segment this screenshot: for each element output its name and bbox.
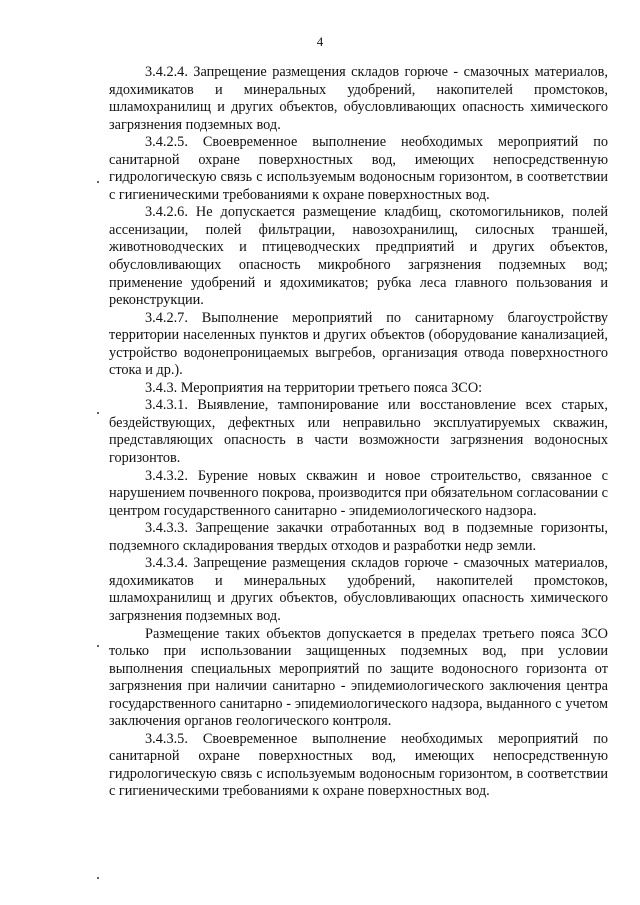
document-body [109,64,608,801]
paragraph-3-4-3-3: 3.4.3.3. Запрещение закачки отработанных вод в подземные горизонты, подземного складирования твердых отходов и разработки недр земли. [109,520,608,554]
paragraph-3-4-3-4: 3.4.3.4. Запрещение размещения складов горюче - смазочных материалов, ядохимикатов и минеральных удобрений, накопителей промстоков, шламохранилищ и других объектов, обусловливающих опасность химического загрязнения подземных вод. [109,555,608,624]
paragraph-3-4-2-4: 3.4.2.4. Запрещение размещения складов горюче - смазочных материалов, ядохимикатов и минеральных удобрений, накопителей промстоков, шламохранилищ и других объектов, обусловливающих опасность химического загрязнения подземных вод. [109,64,608,133]
paragraph-placement-note: Размещение таких объектов допускается в пределах третьего пояса ЗСО только при использовании защищенных подземных вод, при условии выполнения специальных мероприятий по защите водоносного горизонта от загрязнения при наличии санитарно - эпидемиологического заключения центра государственного санитарно - эпидемиологического надзора, выданного с учетом заключения органов геологического контроля. [109,625,608,730]
scan-speck [97,412,99,414]
scan-speck [97,645,99,647]
scan-speck [97,877,99,879]
page-number: 4 [316,34,324,49]
paragraph-3-4-3: 3.4.3. Мероприятия на территории третьего пояса ЗСО: [145,379,483,396]
paragraph-3-4-3-5: 3.4.3.5. Своевременное выполнение необходимых мероприятий по санитарной охране поверхностных вод, имеющих непосредственную гидрологическую связь с используемым водоносным горизонтом, в соответствии с гигиеническими требованиями к охране поверхностных вод. [109,730,608,800]
paragraph-3-4-3-2: 3.4.3.2. Бурение новых скважин и новое строительство, связанное с нарушением почвенного покрова, производится при обязательном согласовании с центром государственного санитарно - эпидемиологического надзора. [109,467,608,519]
scan-speck [97,181,99,183]
paragraph-3-4-2-5: 3.4.2.5. Своевременное выполнение необходимых мероприятий по санитарной охране поверхностных вод, имеющих непосредственную гидрологическую связь с используемым водоносным горизонтом, в соответствии с гигиеническими требованиями к охране поверхностных вод. [109,134,608,203]
paragraph-3-4-2-7: 3.4.2.7. Выполнение мероприятий по санитарному благоустройству территории населенных пунктов и других объектов (оборудование канализацией, устройство водонепроницаемых выгребов, организация отвода поверхностного стока и др.). [109,309,608,379]
paragraph-3-4-2-6: 3.4.2.6. Не допускается размещение кладбищ, скотомогильников, полей ассенизации, полей фильтрации, навозохранилищ, силосных траншей, животноводческих и птицеводческих предприятий и других объектов, обусловливающих опасность микробного загрязнения подземных вод; применение удобрений и ядохимикатов; рубка леса главного пользования и реконструкции. [109,204,608,309]
paragraph-3-4-3-1: 3.4.3.1. Выявление, тампонирование или восстановление всех старых, бездействующих, дефектных или неправильно эксплуатируемых скважин, представляющих опасность в части возможности загрязнения водоносных горизонтов. [109,397,608,467]
